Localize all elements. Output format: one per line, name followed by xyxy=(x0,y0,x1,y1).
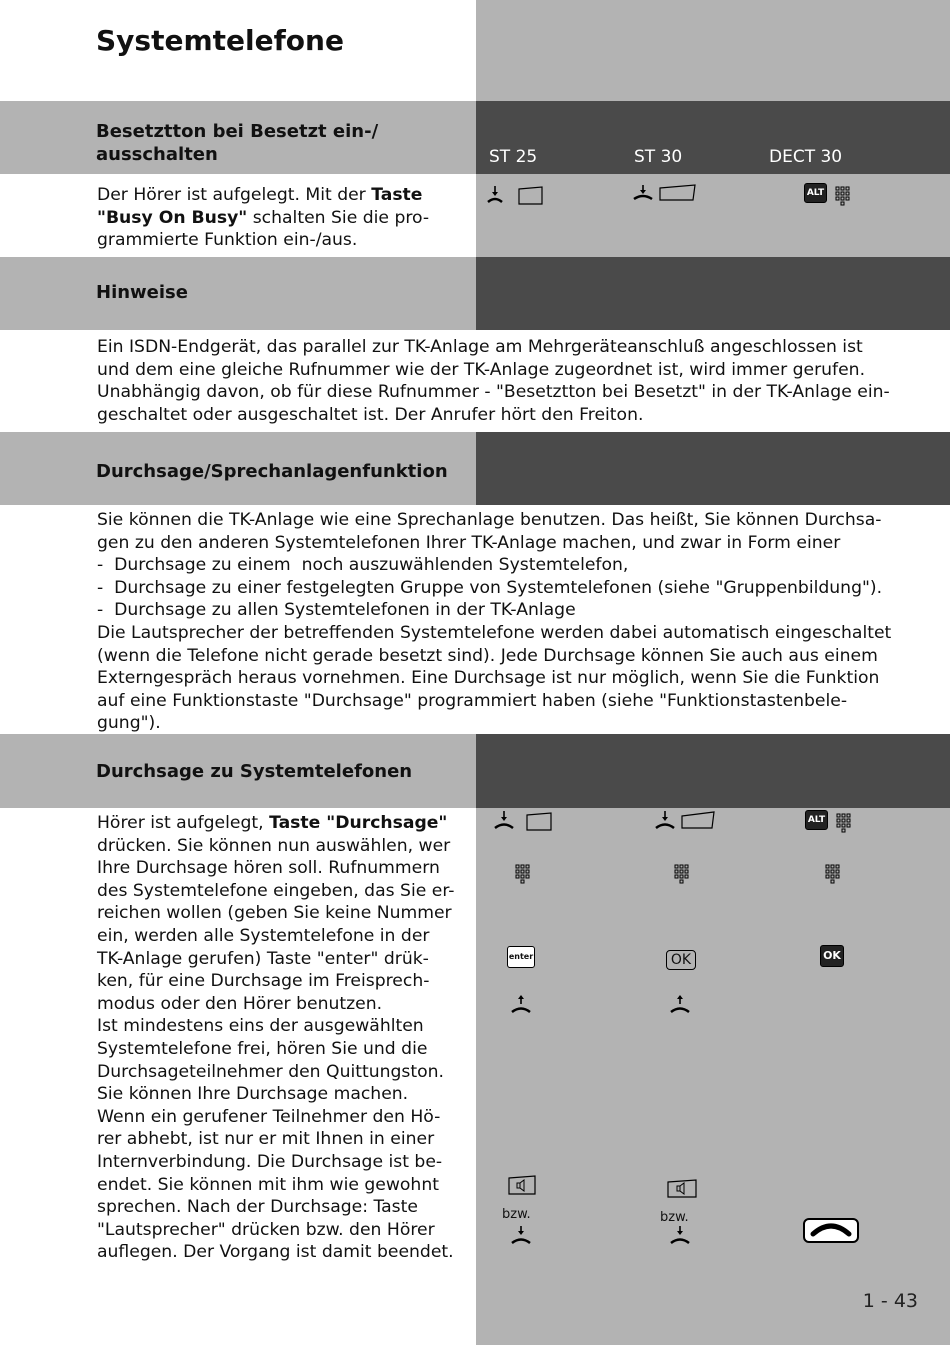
text: grammierte Funktion ein-/aus. xyxy=(97,230,358,251)
text-line: geschaltet oder ausgeschaltet ist. Der Anrufer hört den Freiton. xyxy=(97,404,644,425)
heading-line-1: Besetztton bei Besetzt ein-/ xyxy=(96,121,379,142)
column-header-st30: ST 30 xyxy=(634,147,683,167)
section-body-hinweise xyxy=(97,336,890,426)
page-number: 1 - 43 xyxy=(862,1290,918,1312)
text: Hörer ist aufgelegt, xyxy=(97,813,270,833)
text-line: Systemtelefone frei, hören Sie und die xyxy=(97,1038,428,1059)
text-line: "Lautsprecher" drücken bzw. den Hörer xyxy=(97,1219,435,1240)
text-line: auf eine Funktionstaste "Durchsage" programmiert haben (siehe "Funktionstastenbele- xyxy=(97,690,848,711)
text-line: Ihre Durchsage hören soll. Rufnummern xyxy=(97,858,440,879)
text-line: rer abhebt, ist nur er mit Ihnen in einer xyxy=(97,1129,435,1150)
column-header-dect30: DECT 30 xyxy=(769,147,843,167)
handset-down-key-icon xyxy=(491,809,553,835)
text-line: - Durchsage zu einem noch auszuwählenden Systemtelefon, xyxy=(97,555,629,576)
keypad-icon xyxy=(825,864,841,886)
text-line: Durchsageteilnehmer den Quittungston. xyxy=(97,1061,444,1082)
text-line: gung"). xyxy=(97,713,161,734)
alt-key-icon: ALT xyxy=(805,810,828,830)
or-label: bzw. xyxy=(660,1210,689,1225)
text-line: und dem eine gleiche Rufnummer wie der TK-Anlage zugeordnet ist, wird immer gerufen. xyxy=(97,359,866,380)
text-line: Internverbindung. Die Durchsage ist be- xyxy=(97,1151,443,1172)
text-line: ken, für eine Durchsage im Freisprech- xyxy=(97,971,430,992)
section-body-besetztton xyxy=(97,184,429,252)
text-line xyxy=(97,207,429,230)
column-header-st25: ST 25 xyxy=(489,147,538,167)
section-heading-besetztton xyxy=(96,120,378,166)
text-line: - Durchsage zu einer festgelegten Gruppe von Systemtelefonen (siehe "Gruppenbildung"). xyxy=(97,577,883,598)
handset-down-icon xyxy=(668,1225,694,1247)
text-line: Wenn ein gerufener Teilnehmer den Hö- xyxy=(97,1106,441,1127)
section-band-besetztton-right xyxy=(476,101,950,174)
section-band-hinweise-right xyxy=(476,257,950,330)
section-band-durchsage-right xyxy=(476,432,950,505)
speaker-key-icon xyxy=(507,1175,537,1197)
text-line xyxy=(97,229,429,252)
alt-key-icon: ALT xyxy=(804,183,827,203)
speaker-key-icon xyxy=(666,1178,698,1200)
text-line: gen zu den anderen Systemtelefonen Ihrer TK-Anlage machen, und zwar in Form einer xyxy=(97,532,841,553)
section-body-durchsage-systemtelefone xyxy=(97,812,455,1264)
text-line xyxy=(97,184,429,207)
text: schalten Sie die pro- xyxy=(247,207,430,228)
text-line: (wenn die Telefone nicht gerade besetzt sind). Jede Durchsage können Sie auch aus einem xyxy=(97,645,878,666)
handset-down-key-icon xyxy=(631,184,697,206)
text-line: endet. Sie können mit ihm wie gewohnt xyxy=(97,1174,439,1195)
text-line: Sie können Ihre Durchsage machen. xyxy=(97,1084,409,1105)
ok-key-filled-icon: OK xyxy=(820,945,844,967)
text: Der Hörer ist aufgelegt. Mit der xyxy=(97,185,372,205)
text-line: Sie können die TK-Anlage wie eine Sprechanlage benutzen. Das heißt, Sie können Durchsa- xyxy=(97,510,882,530)
section-band-durchsage-systemtelefone-right xyxy=(476,734,950,808)
keypad-icon xyxy=(515,864,531,886)
text-line: modus oder den Hörer benutzen. xyxy=(97,993,383,1014)
or-label: bzw. xyxy=(502,1207,531,1222)
bold-text: Taste "Durchsage" xyxy=(269,813,448,833)
bold-text: "Busy On Busy" xyxy=(97,207,248,228)
keypad-icon xyxy=(674,864,690,886)
heading-line-2: ausschalten xyxy=(96,144,218,165)
handset-down-key-icon xyxy=(650,809,716,835)
text-line: sprechen. Nach der Durchsage: Taste xyxy=(97,1197,418,1218)
text-line: auflegen. Der Vorgang ist damit beendet. xyxy=(97,1242,454,1263)
section-band-hinweise xyxy=(0,257,476,330)
text-line: Ist mindestens eins der ausgewählten xyxy=(97,1016,424,1037)
text-line: Ein ISDN-Endgerät, das parallel zur TK-Anlage am Mehrgeräteanschluß angeschlossen ist xyxy=(97,337,863,357)
text-line: Unabhängig davon, ob für diese Rufnummer - "Besetztton bei Besetzt" in der TK-Anlage ein- xyxy=(97,382,890,403)
text-line: reichen wollen (geben Sie keine Nummer xyxy=(97,903,452,924)
section-body-durchsage xyxy=(97,509,891,735)
handset-lift-icon xyxy=(668,994,694,1016)
text-line: drücken. Sie können nun auswählen, wer xyxy=(97,835,451,856)
text-line: ein, werden alle Systemtelefone in der xyxy=(97,925,430,946)
section-heading-durchsage: Durchsage/Sprechanlagenfunktion xyxy=(96,461,448,482)
bold-text: Taste xyxy=(371,185,423,205)
text-line: - Durchsage zu allen Systemtelefonen in der TK-Anlage xyxy=(97,600,576,621)
enter-key-icon: enter xyxy=(507,946,535,968)
section-heading-durchsage-systemtelefone: Durchsage zu Systemtelefonen xyxy=(96,761,413,782)
handset-lift-icon xyxy=(509,994,535,1016)
handset-down-icon xyxy=(509,1225,535,1247)
text-line: des Systemtelefone eingeben, das Sie er- xyxy=(97,880,455,901)
page-title: Systemtelefone xyxy=(96,24,344,57)
text-line: Externgespräch heraus vornehmen. Eine Durchsage ist nur möglich, wenn Sie die Funktion xyxy=(97,668,880,689)
section-heading-hinweise: Hinweise xyxy=(96,282,188,303)
text-line xyxy=(97,812,455,835)
keypad-icon xyxy=(835,186,851,208)
end-call-key-icon xyxy=(803,1218,859,1244)
keypad-icon xyxy=(836,813,852,835)
text-line: Die Lautsprecher der betreffenden Systemtelefone werden dabei automatisch eingeschaltet xyxy=(97,622,892,643)
ok-key-icon: OK xyxy=(666,950,696,970)
text-line: TK-Anlage gerufen) Taste "enter" drük- xyxy=(97,948,429,969)
handset-down-key-icon xyxy=(486,184,546,210)
